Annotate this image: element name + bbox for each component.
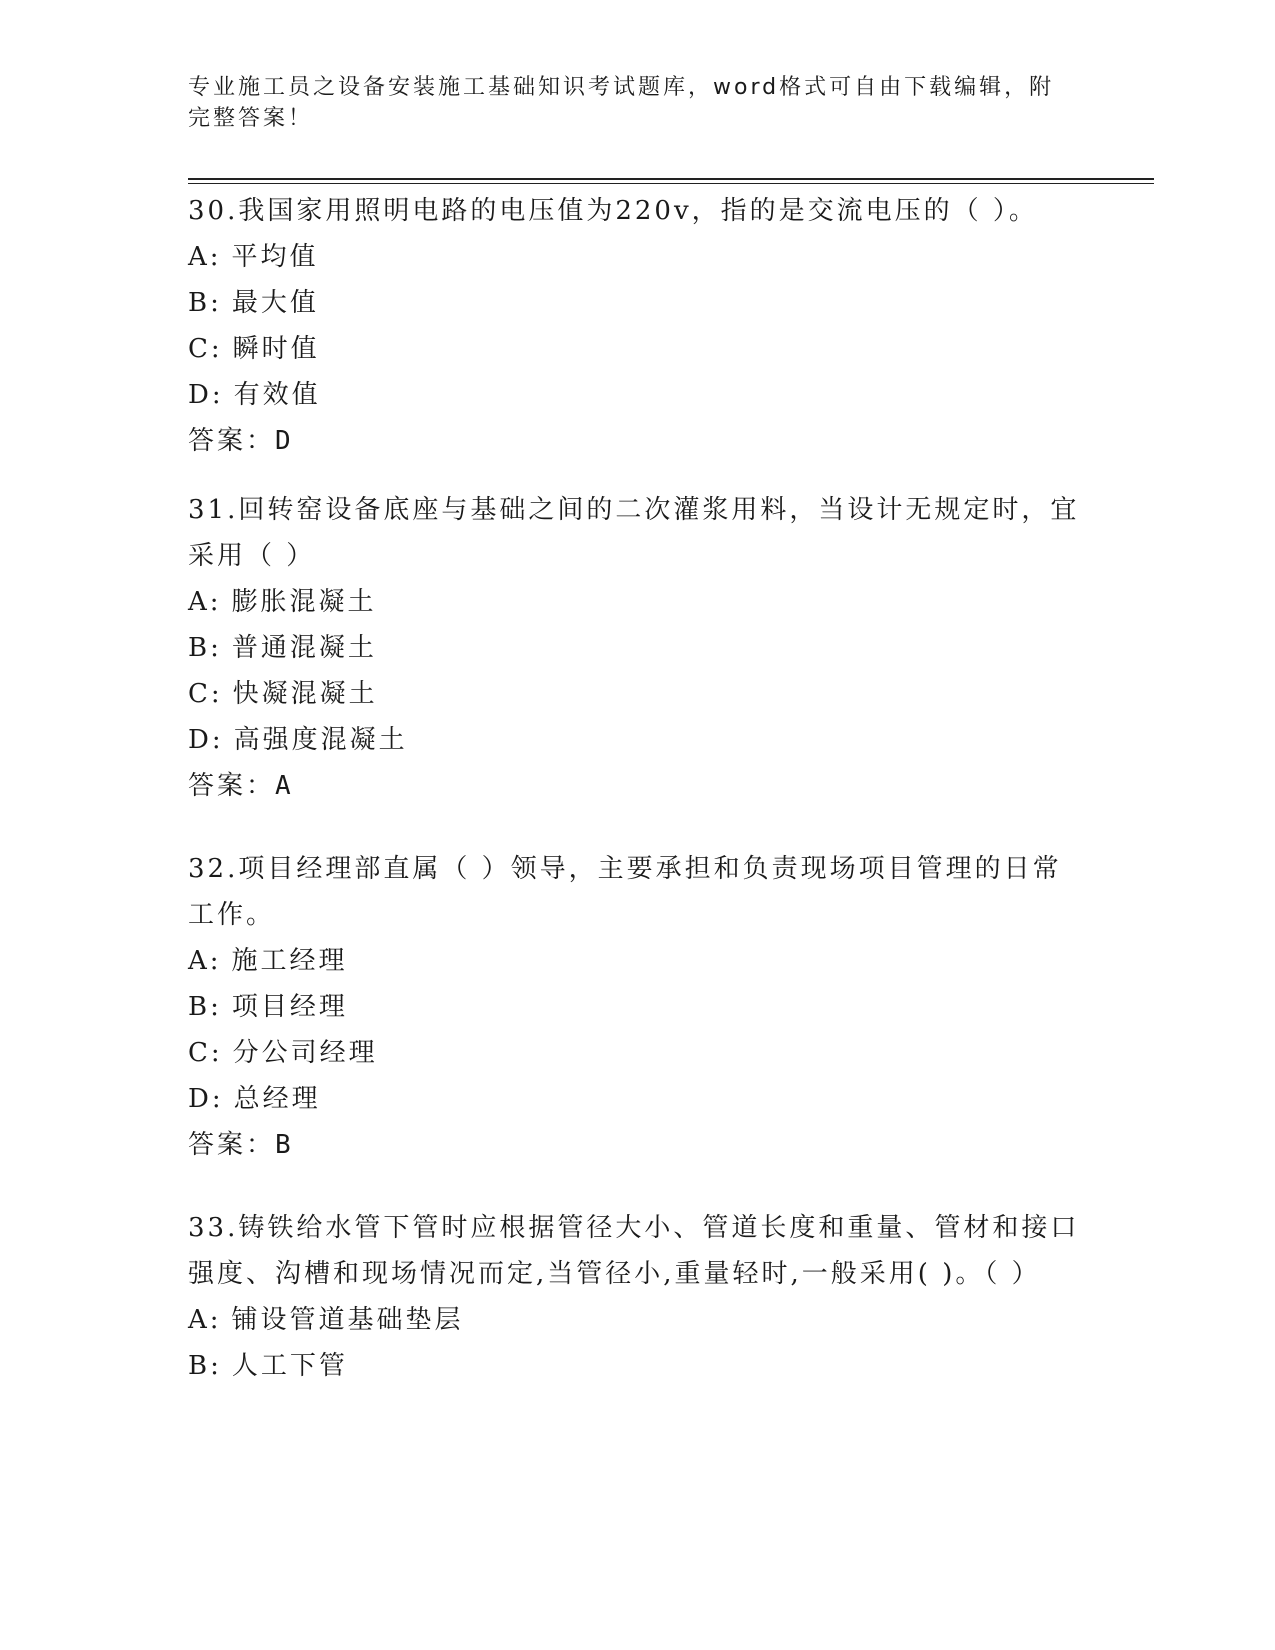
option-b [188,625,1088,671]
question-stem: 30.我国家用照明电路的电压值为220v，指的是交流电压的（ ）。 [188,196,1038,226]
option-letter: D: [188,725,224,755]
answer-line [188,1122,1088,1168]
option-d [188,1076,1088,1122]
answer-label: 答案： [188,771,276,801]
option-letter: A: [188,587,222,617]
question-stem: 33.铸铁给水管下管时应根据管径大小、管道长度和重量、管材和接口强度、沟槽和现场情况而定,当管径小,重量轻时,一般采用( )。（ ） [188,1213,1080,1289]
option-text: 平均值 [231,242,319,272]
option-b [188,984,1088,1030]
option-letter: B: [188,992,222,1022]
option-c [188,1030,1088,1076]
question-31 [188,487,1088,809]
answer-value: A [275,771,294,801]
option-letter: A: [188,946,222,976]
option-letter: D: [188,380,224,410]
option-d [188,717,1088,763]
option-letter: A: [188,242,222,272]
option-text: 项目经理 [231,992,348,1022]
option-a [188,1297,1088,1343]
page-header [188,72,1068,134]
option-text: 最大值 [231,288,319,318]
option-text: 施工经理 [231,946,348,976]
answer-value: D [275,426,294,456]
answer-label: 答案： [188,426,276,456]
option-letter: C: [188,679,223,709]
option-text: 瞬时值 [232,334,320,364]
option-b [188,280,1088,326]
option-c [188,671,1088,717]
header-divider-thick [188,178,1154,180]
header-text: 专业施工员之设备安装施工基础知识考试题库，word格式可自由下载编辑，附完整答案！ [188,75,1055,131]
answer-label: 答案： [188,1130,276,1160]
option-text: 有效值 [233,380,321,410]
option-a [188,938,1088,984]
answer-line [188,418,1088,464]
option-text: 分公司经理 [232,1038,378,1068]
option-c [188,326,1088,372]
option-text: 总经理 [233,1084,321,1114]
question-30 [188,188,1088,464]
option-letter: A: [188,1305,222,1335]
option-letter: C: [188,334,223,364]
option-text: 快凝混凝土 [232,679,378,709]
question-stem: 31.回转窑设备底座与基础之间的二次灌浆用料，当设计无规定时，宜采用（ ） [188,495,1080,571]
question-32 [188,846,1088,1168]
option-letter: C: [188,1038,223,1068]
option-text: 人工下管 [231,1351,348,1381]
header-divider-thin [188,183,1154,184]
option-letter: B: [188,288,222,318]
option-letter: B: [188,633,222,663]
option-b [188,1343,1088,1389]
option-text: 膨胀混凝土 [231,587,377,617]
option-text: 高强度混凝土 [233,725,408,755]
option-letter: D: [188,1084,224,1114]
question-33 [188,1205,1088,1389]
option-text: 普通混凝土 [231,633,377,663]
answer-value: B [275,1130,294,1160]
question-stem: 32.项目经理部直属（ ）领导，主要承担和负责现场项目管理的日常工作。 [188,854,1062,930]
answer-line [188,763,1088,809]
option-a [188,579,1088,625]
option-text: 铺设管道基础垫层 [231,1305,464,1335]
option-letter: B: [188,1351,222,1381]
option-d [188,372,1088,418]
option-a [188,234,1088,280]
